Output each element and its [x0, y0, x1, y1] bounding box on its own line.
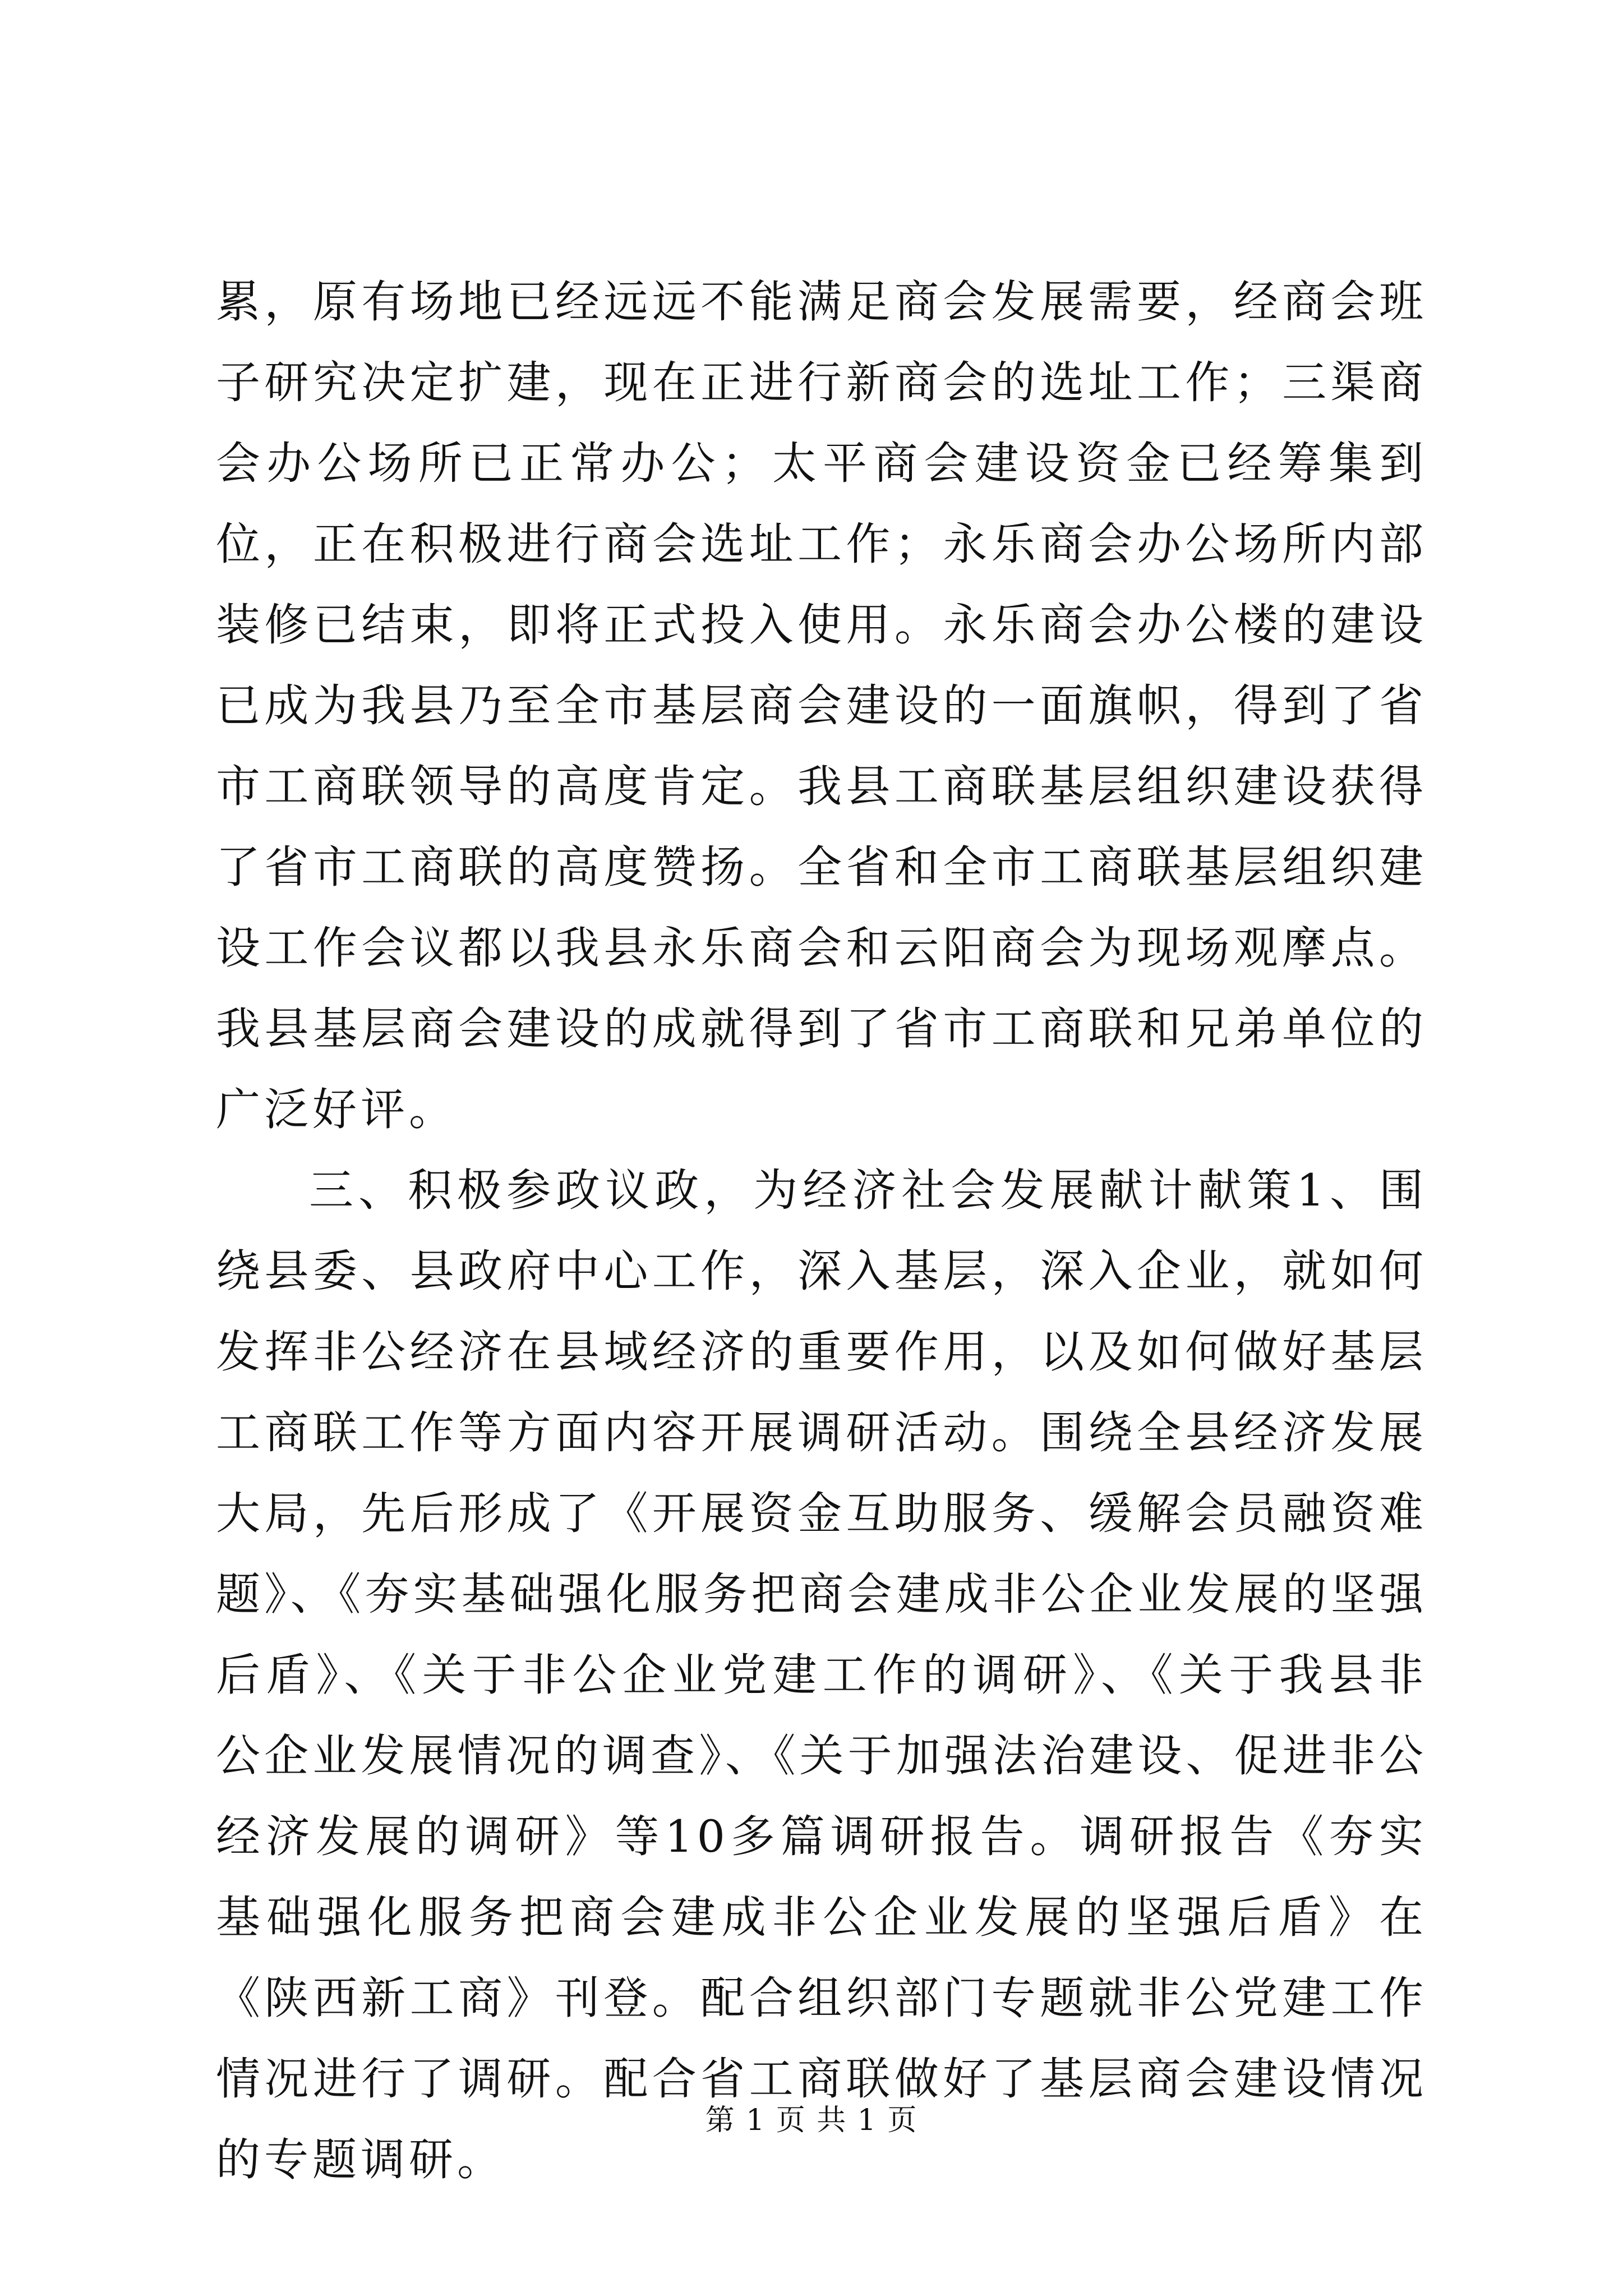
- page-number-footer: 第 1 页 共 1 页: [705, 2104, 918, 2137]
- paragraph-section-three: 三、积极参政议政，为经济社会发展献计献策1、围绕县委、县政府中心工作，深入基层，深入企业，就如何发挥非公经济在县域经济的重要作用，以及如何做好基层工商联工作等方面内容开展调研活动。围绕全县经济发展大局，先后形成了《开展资金互助服务、缓解会员融资难题》、《夯实基础强化服务把商会建成非公企业发展的坚强后盾》、《关于非公企业党建工作的调研》、《关于我县非公企业发展情况的调查》、《关于加强法治建设、促进非公经济发展的调研》等10多篇调研报告。调研报告《夯实基础强化服务把商会建成非公企业发展的坚强后盾》在《陕西新工商》刊登。配合组织部门专题就非公党建工作情况进行了调研。配合省工商联做好了基层商会建设情况的专题调研。: [216, 1165, 1427, 2185]
- body-text: [216, 261, 1427, 2200]
- paragraph-continuation: 累，原有场地已经远远不能满足商会发展需要，经商会班子研究决定扩建，现在正进行新商会的选址工作；三渠商会办公场所已正常办公；太平商会建设资金已经筹集到位，正在积极进行商会选址工作；永乐商会办公场所内部装修已结束，即将正式投入使用。永乐商会办公楼的建设已成为我县乃至全市基层商会建设的一面旗帜，得到了省市工商联领导的高度肯定。我县工商联基层组织建设获得了省市工商联的高度赞扬。全省和全市工商联基层组织建设工作会议都以我县永乐商会和云阳商会为现场观摩点。我县基层商会建设的成就得到了省市工商联和兄弟单位的广泛好评。: [216, 276, 1427, 1135]
